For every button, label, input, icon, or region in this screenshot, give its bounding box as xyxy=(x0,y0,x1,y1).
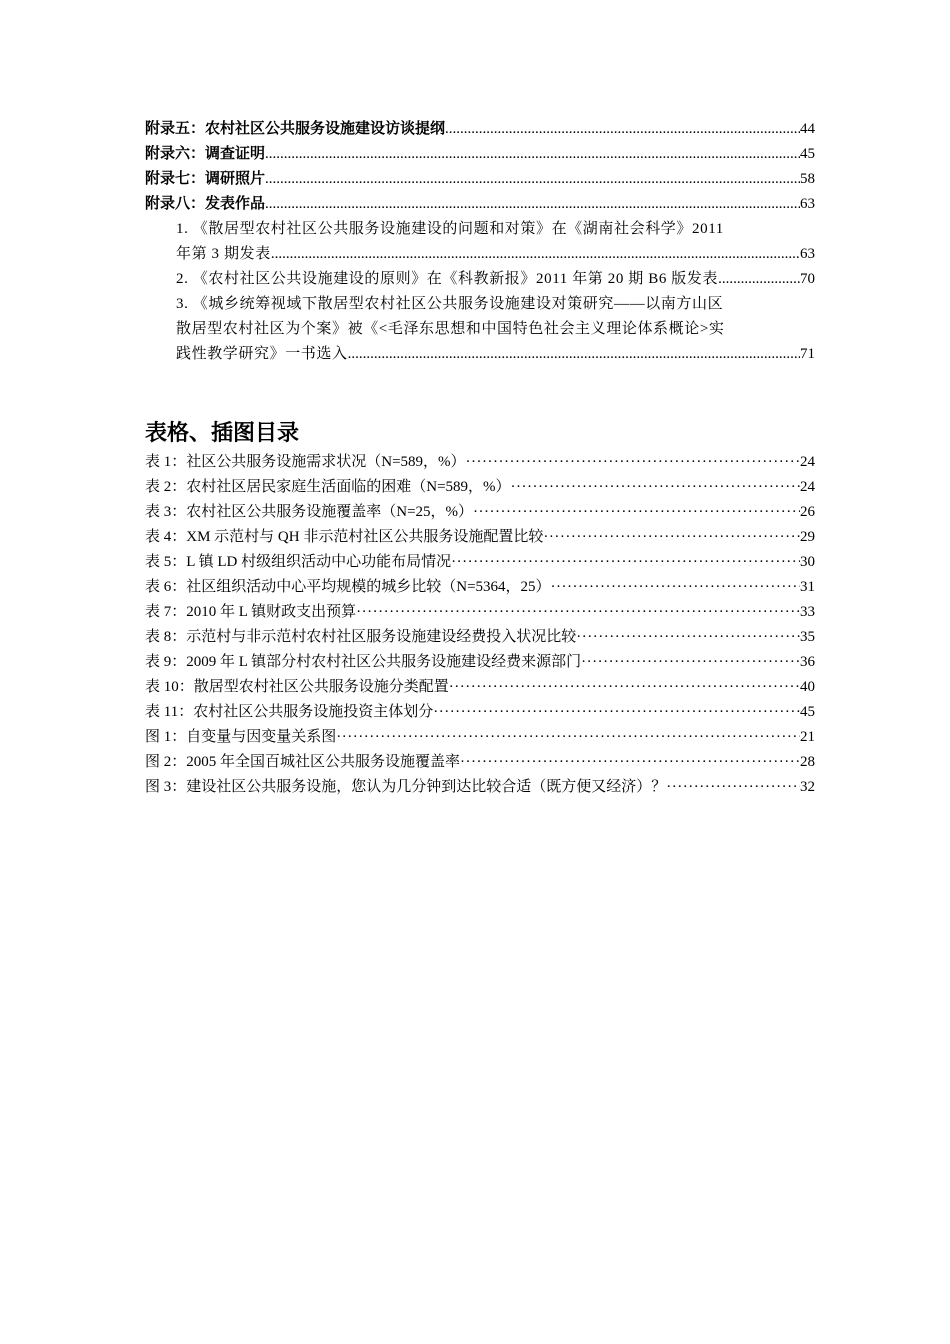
toc-page-number: 70 xyxy=(800,271,815,287)
toc-leader xyxy=(666,777,800,797)
toc-page-number: 40 xyxy=(800,679,815,695)
toc-page-number: 45 xyxy=(800,704,815,720)
lot-entry-table-9[interactable] xyxy=(145,652,815,672)
publication-3-entry[interactable] xyxy=(176,344,815,364)
toc-page-number: 28 xyxy=(800,754,815,770)
lot-entry-figure-2[interactable] xyxy=(145,752,815,772)
toc-label: 表 3：农村社区公共服务设施覆盖率（N=25，%） xyxy=(145,504,474,520)
toc-page-number: 24 xyxy=(800,479,815,495)
toc-page-number: 36 xyxy=(800,654,815,670)
toc-leader xyxy=(451,552,800,572)
toc-page-number: 31 xyxy=(800,579,815,595)
toc-leader xyxy=(449,677,800,697)
lot-entry-figure-3[interactable] xyxy=(145,777,815,797)
toc-leader xyxy=(271,244,800,264)
toc-leader xyxy=(265,169,800,189)
toc-leader xyxy=(576,627,800,647)
toc-page-number: 58 xyxy=(800,171,815,187)
toc-page-number: 63 xyxy=(800,196,815,212)
toc-leader xyxy=(356,602,800,622)
toc-page-number: 21 xyxy=(800,729,815,745)
lot-entry-table-8[interactable] xyxy=(145,627,815,647)
lot-entry-table-11[interactable] xyxy=(145,702,815,722)
toc-label: 年第 3 期发表 xyxy=(176,246,271,262)
toc-label: 表 6：社区组织活动中心平均规模的城乡比较（N=5364，25） xyxy=(145,579,551,595)
toc-leader xyxy=(265,144,800,164)
toc-page-number: 33 xyxy=(800,604,815,620)
toc-page-number: 26 xyxy=(800,504,815,520)
toc-entry-appendix-7[interactable] xyxy=(145,169,815,189)
toc-label: 附录八：发表作品 xyxy=(145,196,266,212)
toc-label: 践性教学研究》一书选入 xyxy=(176,346,348,362)
lot-entry-table-6[interactable] xyxy=(145,577,815,597)
toc-label: 图 3：建设社区公共服务设施，您认为几分钟到达比较合适（既方便又经济）？ xyxy=(145,779,667,795)
toc-label: 表 10：散居型农村社区公共服务设施分类配置 xyxy=(145,679,449,695)
toc-page-number: 35 xyxy=(800,629,815,645)
toc-label: 图 2：2005 年全国百城社区公共服务设施覆盖率 xyxy=(145,754,461,770)
toc-label: 表 2：农村社区居民家庭生活面临的困难（N=589，%） xyxy=(145,479,511,495)
lot-entry-table-4[interactable] xyxy=(145,527,815,547)
toc-page-number: 32 xyxy=(800,779,815,795)
toc-label: 表 7：2010 年 L 镇财政支出预算 xyxy=(145,604,357,620)
toc-entry-appendix-6[interactable] xyxy=(145,144,815,164)
toc-leader xyxy=(348,344,800,364)
toc-label: 图 1：自变量与因变量关系图 xyxy=(145,729,337,745)
toc-leader xyxy=(445,119,800,139)
toc-page-number: 71 xyxy=(800,346,815,362)
publication-3-line-2: 散居型农村社区为个案》被《<毛泽东思想和中国特色社会主义理论体系概论>实 xyxy=(176,321,725,337)
lot-entry-table-1[interactable] xyxy=(145,452,815,472)
publication-1-line-1: 1. 《散居型农村社区公共服务设施建设的问题和对策》在《湖南社会科学》2011 xyxy=(176,221,724,237)
toc-page-number: 29 xyxy=(800,529,815,545)
toc-label: 表 4：XM 示范村与 QH 非示范村社区公共服务设施配置比较 xyxy=(145,529,544,545)
toc-label: 2. 《农村社区公共设施建设的原则》在《科教新报》2011 年第 20 期 B6 版发表 xyxy=(176,271,719,287)
lot-entry-table-10[interactable] xyxy=(145,677,815,697)
toc-leader xyxy=(511,477,800,497)
lot-entry-table-7[interactable] xyxy=(145,602,815,622)
toc-page-number: 30 xyxy=(800,554,815,570)
lot-entry-figure-1[interactable] xyxy=(145,727,815,747)
lot-entry-table-5[interactable] xyxy=(145,552,815,572)
toc-entry-appendix-5[interactable] xyxy=(145,119,815,139)
toc-label: 表 11：农村社区公共服务设施投资主体划分 xyxy=(145,704,434,720)
toc-leader xyxy=(473,502,800,522)
toc-leader xyxy=(581,652,800,672)
toc-label: 附录六：调查证明 xyxy=(145,146,266,162)
toc-leader xyxy=(543,527,800,547)
toc-leader xyxy=(460,752,800,772)
toc-leader xyxy=(718,269,800,289)
toc-label: 表 1：社区公共服务设施需求状况（N=589，%） xyxy=(145,454,466,470)
toc-page-number: 44 xyxy=(800,121,815,137)
toc-leader xyxy=(433,702,800,722)
toc-label: 表 8：示范村与非示范村农村社区服务设施建设经费投入状况比较 xyxy=(145,629,577,645)
toc-page-number: 63 xyxy=(800,246,815,262)
lot-entry-table-3[interactable] xyxy=(145,502,815,522)
toc-label: 附录五：农村社区公共服务设施建设访谈提纲 xyxy=(145,121,446,137)
toc-leader xyxy=(336,727,800,747)
toc-page-number: 24 xyxy=(800,454,815,470)
toc-leader xyxy=(466,452,800,472)
toc-leader xyxy=(265,194,800,214)
toc-label: 附录七：调研照片 xyxy=(145,171,266,187)
publication-3-line-1: 3. 《城乡统筹视域下散居型农村社区公共服务设施建设对策研究——以南方山区 xyxy=(176,296,724,312)
list-of-tables-heading: 表格、插图目录 xyxy=(145,420,300,445)
lot-entry-table-2[interactable] xyxy=(145,477,815,497)
toc-leader xyxy=(551,577,800,597)
publication-2-entry[interactable] xyxy=(176,269,815,289)
toc-label: 表 9：2009 年 L 镇部分村农村社区公共服务设施建设经费来源部门 xyxy=(145,654,582,670)
toc-page-number: 45 xyxy=(800,146,815,162)
toc-entry-appendix-8[interactable] xyxy=(145,194,815,214)
toc-label: 表 5：L 镇 LD 村级组织活动中心功能布局情况 xyxy=(145,554,452,570)
publication-1-entry[interactable] xyxy=(176,244,815,264)
